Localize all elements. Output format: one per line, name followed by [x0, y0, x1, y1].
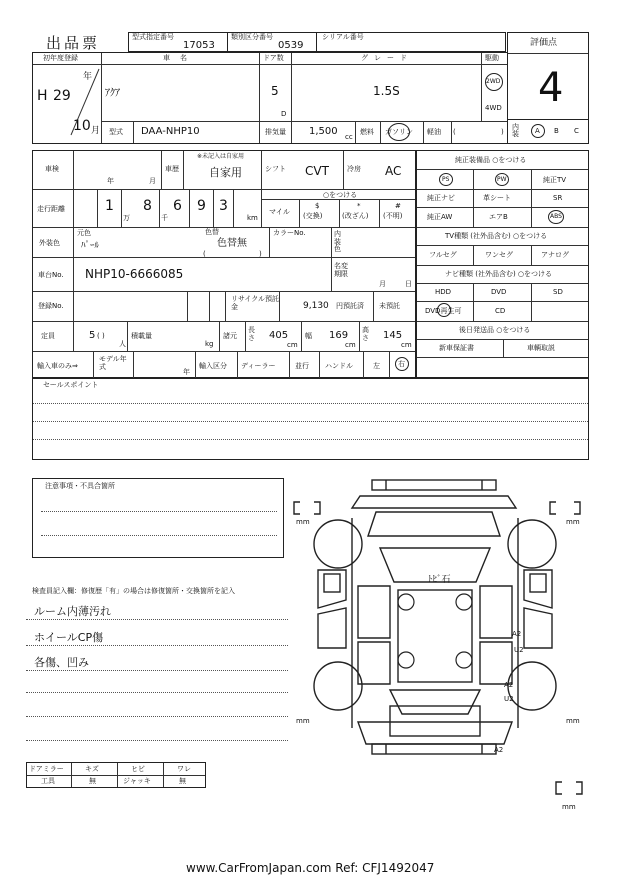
type-code-label: 型式指定番号: [132, 33, 174, 41]
equip-leather: 革シート: [483, 194, 511, 202]
type-code-box: [128, 32, 228, 52]
disp: 1,500: [309, 126, 338, 137]
equipment-section: [416, 150, 589, 378]
height-label: 高さ: [362, 326, 369, 342]
capacity-value: 5: [89, 330, 96, 341]
damage-mark-a2-3: A2: [494, 746, 504, 754]
length-unit: cm: [287, 341, 298, 349]
mileage-digit-4: 9: [197, 198, 206, 214]
nav-dvd-play: DVD再生可: [425, 307, 462, 315]
tv-title: TV種類 (社外品含む) ○をつける: [445, 232, 548, 240]
equip-title: 純正装備品 ○をつける: [455, 156, 527, 164]
mileage-km-unit: km: [247, 214, 258, 222]
orig-color-label: 元色: [77, 229, 91, 237]
later-manual: 車輌取説: [527, 344, 555, 352]
dollar-label: $: [315, 202, 320, 210]
drive-label: 駆動: [485, 54, 499, 62]
tv-analog: アナログ: [541, 251, 569, 259]
dealer-label: ディーラー: [241, 362, 276, 370]
nav-dvd: DVD: [491, 288, 507, 296]
width-unit: cm: [345, 341, 356, 349]
mileage-digit-3: 6: [173, 198, 182, 214]
name-change-day: 日: [405, 280, 412, 288]
color-no-label: カラーNo.: [273, 229, 306, 237]
mm-bottom: mm: [562, 803, 576, 811]
tbl-kizu: キズ: [85, 765, 99, 773]
shift-value: CVT: [305, 164, 329, 178]
category-box: [227, 32, 317, 52]
note-line-3: 各傷、凹み: [34, 656, 89, 669]
import-label: 輸入車のみ⇒: [37, 362, 78, 370]
history-value: 自家用: [209, 166, 242, 179]
mileage-digit-5: 3: [219, 198, 228, 214]
serial-label: シリアル番号: [322, 33, 364, 41]
mileage-digit-1: 1: [105, 198, 114, 214]
capacity-label: 定員: [41, 332, 55, 340]
chassis-value: NHP10-6666085: [85, 267, 184, 281]
damage-mark-a2-2: A2: [504, 681, 514, 689]
star-label: *: [357, 202, 361, 210]
damage-mark-u2-2: U2: [504, 695, 514, 703]
width-value: 169: [329, 330, 349, 341]
handle-label: ハンドル: [325, 362, 353, 370]
drive-2wd: 2WD: [486, 78, 501, 85]
fuel-diesel: 軽油: [427, 128, 441, 136]
note-line-1: ルーム内薄汚れ: [34, 605, 111, 618]
length-value: 405: [269, 330, 289, 341]
recycle-suffix: 円預託済: [336, 302, 364, 310]
damage-mark-u2-1: U2: [514, 646, 524, 654]
mm-rear-left: mm: [296, 717, 310, 725]
type-code-value: 17053: [183, 40, 215, 51]
model-year-unit: 年: [183, 368, 190, 376]
color-change-label: 色替: [205, 228, 219, 236]
parallel-label: 並行: [295, 362, 309, 370]
shift-label: シフト: [265, 165, 286, 173]
grade-value: 4: [538, 65, 564, 111]
car-name: ｱｸｱ: [105, 88, 120, 99]
form-title: 出品票: [46, 34, 101, 52]
footer-watermark: www.CarFromJapan.com Ref: CFJ1492047: [186, 861, 435, 875]
equip-aw: 純正AW: [427, 213, 453, 221]
interior-label: 内装: [512, 123, 519, 138]
damage-stone-chip: ﾄﾋﾞ石: [428, 575, 451, 585]
unpaid-label: 未預託: [379, 302, 400, 310]
tv-oneseg: ワンセグ: [485, 251, 513, 259]
notes-label: 注意事項・不具合箇所: [45, 482, 115, 490]
mm-rear-right: mm: [566, 717, 580, 725]
mileage-sen-unit: 千: [161, 214, 168, 222]
later-warranty: 新車保証書: [439, 344, 474, 352]
doors-suffix: D: [281, 110, 287, 118]
width-label: 幅: [305, 332, 312, 340]
capacity-paren: ( ): [97, 332, 105, 340]
equip-ps: PS: [442, 176, 450, 183]
doors-label: ドア数: [263, 54, 284, 62]
person-unit: 人: [119, 340, 126, 348]
handle-left: 左: [373, 362, 380, 370]
month-unit: 月: [91, 126, 101, 136]
grade-name: 1.5S: [373, 84, 400, 98]
serial-box: [316, 32, 506, 52]
equip-pw: PW: [497, 176, 507, 183]
unknown-label: (不明): [383, 212, 403, 220]
recycle-value: 9,130: [303, 301, 329, 311]
interior-color-label: 内装色: [334, 230, 341, 254]
equip-sr: SR: [553, 194, 563, 202]
exchange-label: (交換): [303, 212, 323, 220]
note-line-2: ホイールCP傷: [34, 631, 104, 644]
nav-sd: SD: [553, 288, 563, 296]
tbl-hibi: ヒビ: [131, 765, 145, 773]
vehicle-details-section: 車検 年 月 車歴 ※未記入は自家用 自家用 シフト CVT 冷房 AC 走行距離 1 万 8 千 6 9 3 km ○をつける マイル $ (交換) * (改ざん) # (不明) 外装色 元色 ﾊﾟｰﾙ 色替 色替無 ( ) カラーNo. 内装色 車台No. NHP10-6666085 名変期限 月 日 登録No. リサイクル預託金 9,130 円預託済 未預託 定員 5 ( ) 人 積載量 kg 諸元 長さ 405 cm 幅 169 cm 高さ 145 cm 輸入車のみ⇒ モデル年式 年 輸入区分 ディーラー 並行 ハンドル 左 右: [32, 150, 416, 378]
load-label: 積載量: [131, 332, 152, 340]
inspection-label: 車検: [45, 165, 59, 173]
vehicle-basic-section: 初年度登録 車名 ドア数 グレード 駆動 H 29 年 10 月 ｱｸｱ 5 D 1.5S 2WD 4WD 型式 DAA-NHP10 排気量 1,500 cc 燃料 ガソリン 軽油 ( ): [32, 52, 508, 144]
reg-label: 登録No.: [38, 302, 64, 310]
model-year-label: モデル年式: [99, 355, 127, 372]
disp-label: 排気量: [265, 128, 286, 136]
history-label: 車歴: [165, 165, 179, 173]
car-name-label: 車名: [163, 54, 197, 62]
tools-table: [26, 762, 206, 788]
equip-abs: ABS: [550, 213, 562, 220]
model-label: 型式: [109, 128, 123, 136]
category-value: 0539: [278, 40, 304, 51]
doors: 5: [271, 84, 279, 98]
mileage-label: 走行距離: [37, 205, 65, 213]
mile-label: マイル: [269, 208, 290, 216]
ac-label: 冷房: [347, 165, 361, 173]
interior-grade-box: [507, 119, 589, 144]
drive-4wd: 4WD: [485, 104, 502, 112]
mileage-circle-note: ○をつける: [323, 191, 358, 199]
damage-mark-a2-1: A2: [512, 630, 522, 638]
tamper-label: (改ざん): [342, 212, 369, 220]
equip-airbag: エアB: [489, 213, 508, 221]
nav-hdd: HDD: [435, 288, 452, 296]
sales-point-label: セールスポイント: [43, 381, 99, 389]
color-label: 外装色: [39, 239, 60, 247]
inspection-month-unit: 月: [149, 177, 156, 185]
sales-point-section: [32, 378, 589, 460]
disp-unit: cc: [345, 133, 353, 141]
history-note: ※未記入は自家用: [197, 153, 245, 160]
nav-title: ナビ種類 (社外品含む) ○をつける: [445, 270, 553, 278]
equip-nav: 純正ナビ: [427, 194, 455, 202]
color-change-value: 色替無: [217, 238, 247, 249]
color-value: ﾊﾟｰﾙ: [81, 241, 100, 251]
mm-front-left: mm: [296, 518, 310, 526]
import-type-label: 輸入区分: [199, 362, 227, 370]
tv-fullseg: フルセグ: [429, 251, 457, 259]
kg-unit: kg: [205, 340, 214, 348]
weight-label: 諸元: [223, 332, 237, 340]
recycle-label: リサイクル預託金: [231, 295, 280, 312]
name-change-label: 名変期限: [334, 262, 348, 278]
tbl-ware: ワレ: [177, 765, 191, 773]
first-reg-year: 29: [53, 88, 71, 104]
length-label: 長さ: [248, 326, 255, 342]
tbl-jack-label: ジャッキ: [123, 777, 151, 785]
handle-right: 右: [398, 360, 405, 368]
interior-a: A: [535, 127, 540, 135]
mm-front-right: mm: [566, 518, 580, 526]
fuel-label: 燃料: [360, 128, 374, 136]
inspection-year-unit: 年: [107, 177, 114, 185]
model: DAA-NHP10: [141, 126, 200, 137]
equip-tv: 純正TV: [543, 176, 567, 184]
inspector-label: 検査員記入欄：修復歴「有」の場合は修復箇所・交換箇所を記入: [32, 587, 235, 595]
ac-value: AC: [385, 164, 402, 178]
mileage-man-unit: 万: [123, 214, 130, 222]
interior-b: B: [554, 127, 559, 135]
grade-label: 評価点: [530, 38, 558, 48]
hash-label: #: [395, 202, 401, 210]
height-value: 145: [383, 330, 403, 341]
category-label: 類別区分番号: [231, 33, 273, 41]
car-damage-diagram: [290, 478, 590, 818]
height-unit: cm: [401, 341, 412, 349]
notes-section: [32, 478, 284, 558]
tbl-tools-value: 無: [89, 777, 96, 785]
interior-c: C: [574, 127, 579, 135]
grade-name-label: グレード: [361, 54, 413, 62]
mileage-digit-2: 8: [143, 198, 152, 214]
tbl-tools-label: 工具: [41, 777, 55, 785]
later-title: 後日発送品 ○をつける: [459, 326, 531, 334]
first-reg-era: H: [37, 88, 48, 104]
fuel-gasoline: ガソリン: [385, 128, 413, 136]
chassis-label: 車台No.: [38, 271, 64, 279]
tbl-jack-value: 無: [179, 777, 186, 785]
year-unit: 年: [83, 72, 93, 82]
tbl-mirror: ドアミラー: [29, 765, 64, 773]
first-reg-label: 初年度登録: [43, 54, 78, 62]
first-reg-month: 10: [73, 118, 91, 134]
nav-cd: CD: [495, 307, 506, 315]
name-change-month: 月: [379, 280, 386, 288]
